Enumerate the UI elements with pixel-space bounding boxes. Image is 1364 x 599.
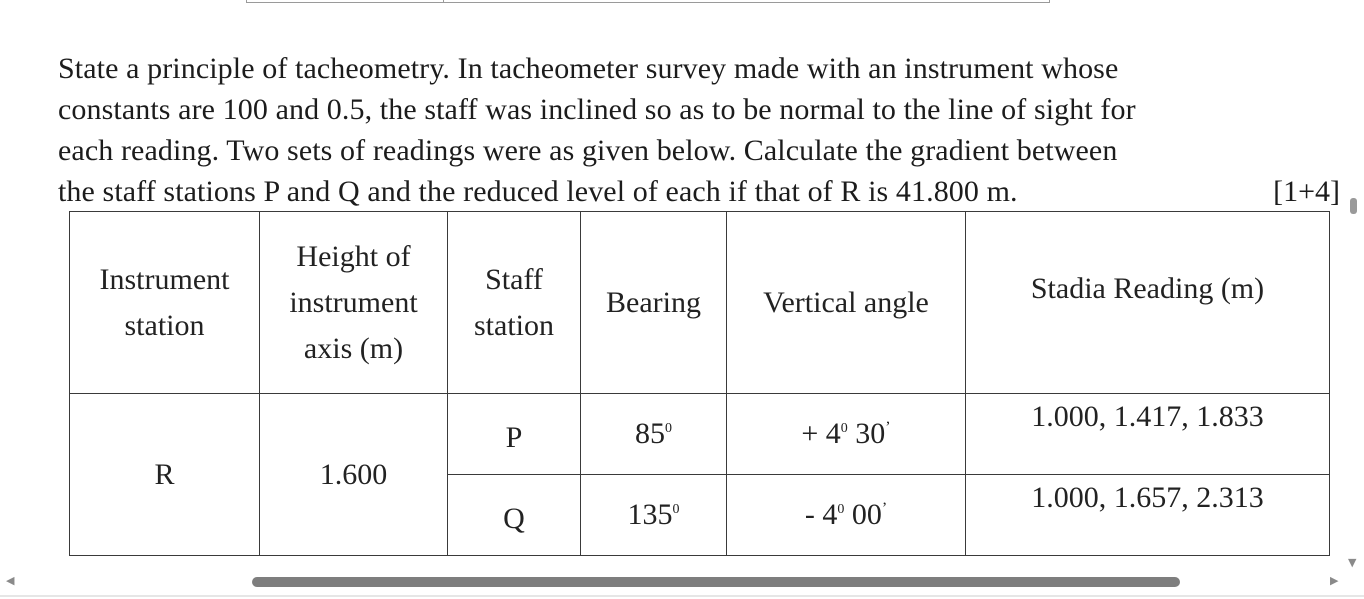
bearing-cell: $135^0$: [581, 475, 727, 556]
question-line-3: each reading. Two sets of readings were as given below. Calculate the gradient between: [58, 134, 1118, 167]
stadia-reading-cell: 1.000, 1.417, 1.833: [966, 394, 1330, 475]
staff-station-cell: Q: [448, 475, 581, 556]
question-text: [58, 48, 1340, 212]
scroll-down-arrow-icon[interactable]: ▼: [1348, 556, 1357, 569]
header-bearing: Bearing: [581, 212, 727, 394]
marks-label: [1+4]: [1273, 175, 1340, 208]
bottom-divider: [0, 595, 1364, 597]
scroll-left-arrow-icon[interactable]: ◀: [6, 574, 15, 587]
header-stadia-reading: Stadia Reading (m): [966, 212, 1330, 394]
bearing-cell: $85^0$: [581, 394, 727, 475]
side-marker: [1350, 198, 1357, 214]
header-height-of-instrument: Height of instrument axis (m): [260, 212, 448, 394]
stadia-reading-cell: 1.000, 1.657, 2.313: [966, 475, 1330, 556]
instrument-station-cell: R: [70, 394, 260, 556]
question-line-1: State a principle of tacheometry. In tacheometer survey made with an instrument whose: [58, 52, 1119, 85]
vertical-angle-cell: - $4^0$ 00’: [727, 475, 966, 556]
staff-station-cell: P: [448, 394, 581, 475]
vertical-angle-cell: + $4^0$ 30’: [727, 394, 966, 475]
height-cell: 1.600: [260, 394, 448, 556]
header-instrument-station: Instrument station: [70, 212, 260, 394]
scroll-right-arrow-icon[interactable]: ▶: [1330, 574, 1339, 587]
question-line-4: the staff stations P and Q and the reduced level of each if that of R is 41.800 m.: [58, 175, 1018, 208]
readings-table: [69, 211, 1330, 556]
top-cropped-table-border: [246, 0, 1050, 3]
table-header-row: [70, 212, 1330, 394]
question-line-2: constants are 100 and 0.5, the staff was inclined so as to be normal to the line of sight for: [58, 93, 1136, 126]
header-staff-station: Staff station: [448, 212, 581, 394]
table-row: [70, 394, 1330, 475]
scrollbar-thumb[interactable]: [252, 577, 1180, 587]
header-vertical-angle: Vertical angle: [727, 212, 966, 394]
